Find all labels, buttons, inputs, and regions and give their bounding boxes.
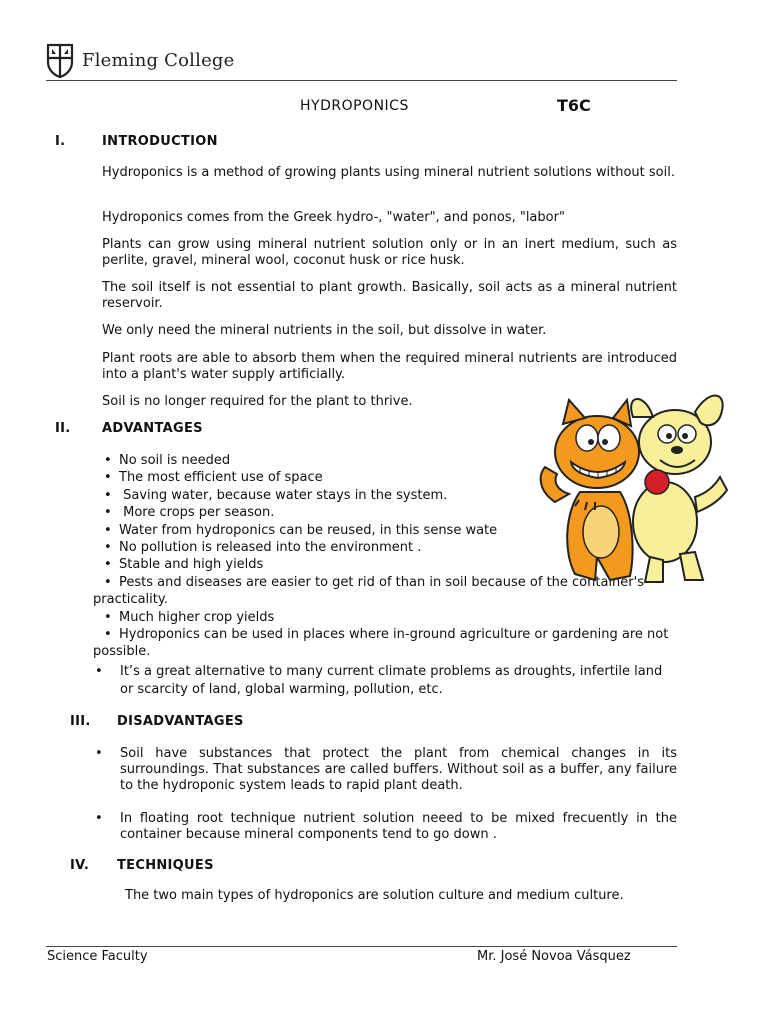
footer-rule bbox=[46, 946, 677, 947]
list-item: • Pests and diseases are easier to get rid of than in soil because of the container's practicality. bbox=[93, 574, 644, 608]
section-number: I. bbox=[55, 134, 66, 149]
list-item: • No pollution is released into the environment . bbox=[104, 540, 422, 556]
list-item: • Much higher crop yields bbox=[104, 609, 275, 625]
list-item: • Soil have substances that protect the plant from chemical changes in its surroundings. That substances are called buffers. Without soil as a buffer, any failure to the hydroponic system leads to rapid plant death. bbox=[95, 746, 677, 793]
course-code: T6C bbox=[557, 96, 591, 115]
list-item: • Water from hydroponics can be reused, in this sense wate bbox=[104, 522, 498, 538]
section-label: DISADVANTAGES bbox=[117, 714, 244, 729]
section-number: III. bbox=[70, 714, 91, 729]
intro-paragraph: We only need the mineral nutrients in the soil, but dissolve in water. bbox=[102, 323, 547, 338]
cartoon-illustration bbox=[535, 382, 730, 587]
header-rule bbox=[46, 80, 677, 81]
footer-left: Science Faculty bbox=[47, 949, 148, 964]
list-item: • In floating root technique nutrient solution neeed to be mixed frecuently in the container because mineral components tend to go down . bbox=[95, 811, 677, 842]
section-number: II. bbox=[55, 421, 71, 436]
list-item: • Hydroponics can be used in places where in-ground agriculture or gardening are not possible. bbox=[93, 627, 669, 660]
document-title: HYDROPONICS bbox=[300, 98, 409, 114]
advantages-list bbox=[93, 452, 669, 661]
intro-paragraph: The soil itself is not essential to plant growth. Basically, soil acts as a mineral nutrient reservoir. bbox=[102, 280, 677, 311]
dog-figure bbox=[631, 396, 727, 582]
list-item: • No soil is needed bbox=[104, 453, 231, 468]
intro-paragraph: Hydroponics comes from the Greek hydro-, "water", and ponos, "labor" bbox=[102, 210, 565, 225]
intro-paragraph: Plants can grow using mineral nutrient solution only or in an inert medium, such as perlite, gravel, mineral wool, coconut husk or rice husk. bbox=[102, 237, 677, 268]
list-item: • Stable and high yields bbox=[104, 557, 264, 573]
intro-paragraph: Plant roots are able to absorb them when the required mineral nutrients are introduced into a plant's water supply artificially. bbox=[102, 351, 677, 382]
list-item: • The most efficient use of space bbox=[104, 470, 323, 486]
shield-icon bbox=[46, 42, 74, 78]
footer-right: Mr. José Novoa Vásquez bbox=[477, 949, 631, 964]
techniques-paragraph: The two main types of hydroponics are solution culture and medium culture. bbox=[125, 888, 624, 903]
intro-paragraph: Soil is no longer required for the plant to thrive. bbox=[102, 394, 413, 409]
cat-figure bbox=[541, 400, 639, 580]
list-item: • More crops per season. bbox=[104, 505, 275, 521]
section-number: IV. bbox=[70, 858, 90, 873]
section-label: TECHNIQUES bbox=[117, 858, 214, 873]
intro-paragraph: Hydroponics is a method of growing plants using mineral nutrient solutions without soil. bbox=[102, 165, 675, 180]
section-label: INTRODUCTION bbox=[102, 134, 218, 149]
list-item: • It’s a great alternative to many current climate problems as droughts, infertile land or scarcity of land, global warming, pollution, etc. bbox=[95, 664, 663, 697]
college-logo bbox=[46, 42, 235, 78]
list-item: • Saving water, because water stays in the system. bbox=[104, 487, 448, 503]
section-label: ADVANTAGES bbox=[102, 421, 203, 436]
college-name: Fleming College bbox=[82, 49, 235, 71]
